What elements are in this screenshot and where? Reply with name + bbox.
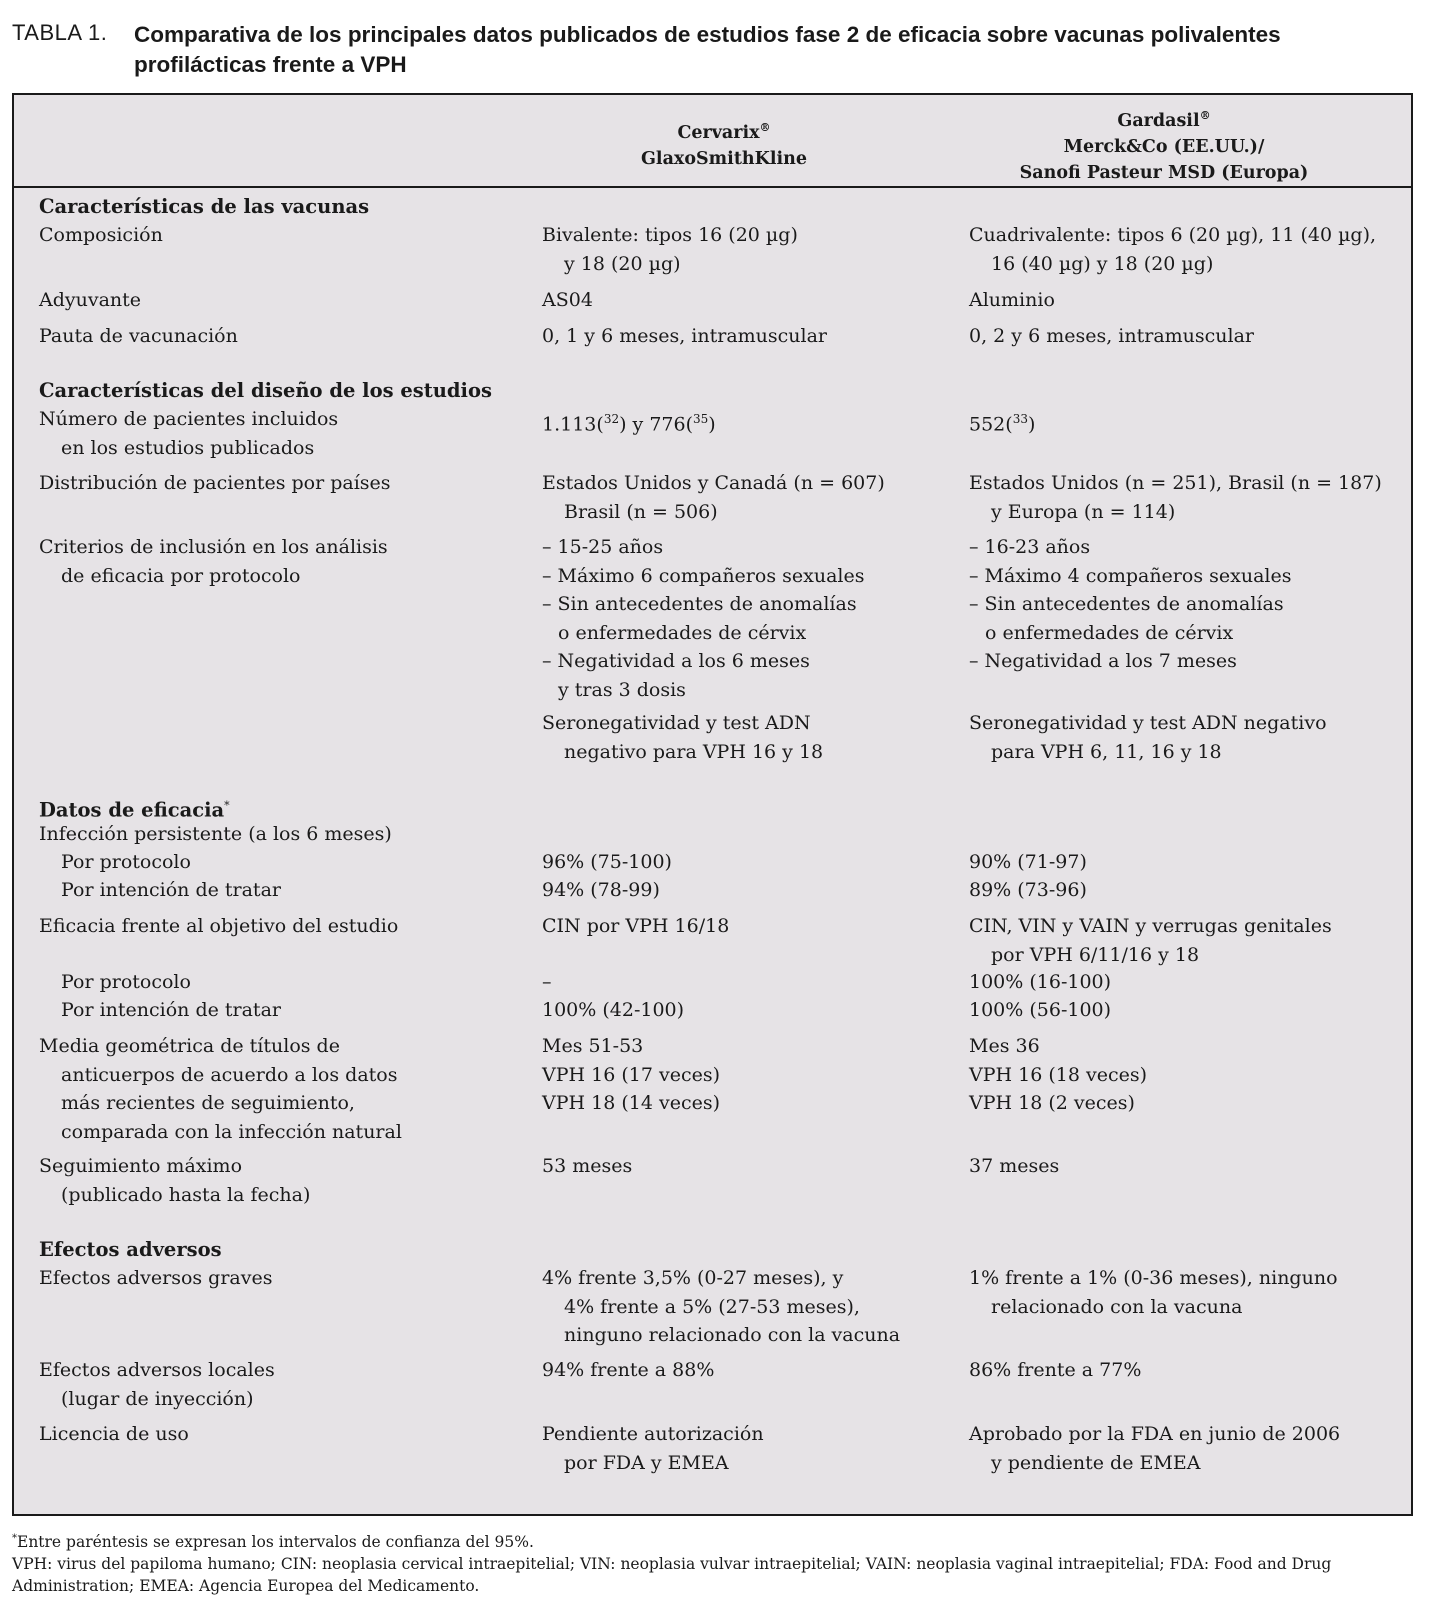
- cell-line: comparada con la infección natural: [61, 1120, 402, 1143]
- row-label-objetivo-pp: Por protocolo: [61, 971, 191, 993]
- cell-line: Seronegatividad y test ADN negativo: [969, 712, 1327, 734]
- cell-seronegatividad-gardasil: [969, 709, 1327, 766]
- cell-numero-gardasil: [969, 405, 1035, 439]
- cell-line: ninguno relacionado con la vacuna: [564, 1324, 901, 1346]
- cell-locales-gardasil: 86% frente a 77%: [969, 1359, 1142, 1381]
- footnote-ci: [12, 1528, 1407, 1553]
- cell-line: – Máximo 4 compañeros sexuales: [969, 564, 1292, 587]
- table-label: TABLA 1.: [12, 20, 108, 45]
- cell-infeccion-pp-gardasil: 90% (71-97): [969, 851, 1087, 873]
- cell-criterios-cervarix: [542, 533, 864, 704]
- row-label-adyuvante: Adyuvante: [39, 289, 142, 311]
- row-label-media: [39, 1032, 402, 1146]
- table-title-line-1: Comparativa de los principales datos publicados de estudios fase 2 de eficacia sobre vacunas polivalentes: [134, 22, 1281, 47]
- section-vaccine-characteristics: Características de las vacunas: [39, 195, 370, 218]
- cell-objetivo-itt-cervarix: 100% (42-100): [542, 999, 685, 1021]
- cell-distribucion-gardasil: [969, 469, 1382, 526]
- cell-composicion-cervarix: [542, 221, 798, 278]
- section-title: Datos de eficacia: [39, 798, 225, 822]
- cell-line: VPH 16 (18 veces): [969, 1063, 1147, 1086]
- row-label-objetivo-itt: Por intención de tratar: [61, 999, 281, 1021]
- cell-seguimiento-gardasil: 37 meses: [969, 1155, 1060, 1177]
- row-label-infeccion-pp: Por protocolo: [61, 851, 191, 873]
- cell-line: CIN, VIN y VAIN y verrugas genitales: [969, 915, 1332, 937]
- cell-line: negativo para VPH 16 y 18: [564, 740, 824, 763]
- cell-line: por VPH 6/11/16 y 18: [991, 943, 1200, 966]
- footnote-abbreviations: [12, 1553, 1407, 1597]
- cell-line: – 15-25 años: [542, 536, 664, 558]
- table-title-line-2: profilácticas frente a VPH: [134, 52, 407, 77]
- cell-line: Efectos adversos locales: [39, 1359, 275, 1381]
- cervarix-name: Cervarix: [677, 122, 760, 143]
- cell-line: Seguimiento máximo: [39, 1155, 243, 1177]
- cell-line: 4% frente 3,5% (0-27 meses), y: [542, 1267, 844, 1289]
- cell-locales-cervarix: 94% frente a 88%: [542, 1359, 715, 1381]
- cell-line: – Sin antecedentes de anomalías: [969, 593, 1284, 615]
- cell-text: ) y 776(: [619, 413, 693, 436]
- cell-line: Cuadrivalente: tipos 6 (20 µg), 11 (40 µg),: [969, 224, 1377, 246]
- cell-seguimiento-cervarix: 53 meses: [542, 1155, 633, 1177]
- header-divider: [14, 186, 1411, 188]
- cell-line: por FDA y EMEA: [564, 1451, 729, 1474]
- cervarix-company: GlaxoSmithKline: [640, 148, 807, 169]
- cell-licencia-gardasil: [969, 1420, 1340, 1477]
- cell-line: Seronegatividad y test ADN: [542, 712, 811, 734]
- cell-objetivo-cervarix: CIN por VPH 16/18: [542, 915, 730, 937]
- row-label-objetivo: Eficacia frente al objetivo del estudio: [39, 915, 399, 937]
- row-label-infeccion-itt: Por intención de tratar: [61, 879, 281, 901]
- cell-objetivo-itt-gardasil: 100% (56-100): [969, 999, 1112, 1021]
- cell-line: o enfermedades de cérvix: [558, 621, 807, 644]
- cell-line: anticuerpos de acuerdo a los datos: [61, 1063, 398, 1086]
- cell-line: y 18 (20 µg): [564, 252, 681, 275]
- cell-line: o enfermedades de cérvix: [985, 621, 1234, 644]
- cell-text: 1.113(: [542, 413, 604, 436]
- cell-line: Media geométrica de títulos de: [39, 1035, 340, 1057]
- row-label-infeccion: Infección persistente (a los 6 meses): [39, 823, 392, 845]
- section-adverse-effects: Efectos adversos: [39, 1238, 222, 1261]
- cell-adyuvante-gardasil: Aluminio: [969, 289, 1055, 311]
- cell-infeccion-itt-gardasil: 89% (73-96): [969, 879, 1087, 901]
- reference-number: 32: [603, 412, 620, 426]
- cell-line: Pendiente autorización: [542, 1423, 764, 1445]
- cell-pauta-gardasil: 0, 2 y 6 meses, intramuscular: [969, 325, 1255, 347]
- cell-seronegatividad-cervarix: [542, 709, 823, 766]
- cell-objetivo-gardasil: [969, 912, 1332, 969]
- gardasil-name: Gardasil: [1117, 110, 1200, 131]
- cell-line: VPH 18 (14 veces): [542, 1092, 720, 1114]
- cell-line: 1% frente a 1% (0-36 meses), ninguno: [969, 1267, 1338, 1289]
- cell-graves-gardasil: [969, 1264, 1338, 1321]
- cell-distribucion-cervarix: [542, 469, 885, 526]
- cell-pauta-cervarix: 0, 1 y 6 meses, intramuscular: [542, 325, 828, 347]
- reference-number: 33: [1012, 412, 1028, 426]
- column-header-cervarix: [574, 115, 874, 172]
- cell-media-cervarix: [542, 1032, 720, 1118]
- cell-line: 4% frente a 5% (27-53 meses),: [564, 1295, 860, 1318]
- footnote-mark: *: [12, 1533, 17, 1544]
- cell-line: Estados Unidos y Canadá (n = 607): [542, 472, 885, 494]
- cell-line: para VPH 6, 11, 16 y 18: [991, 740, 1222, 763]
- column-header-gardasil: [1014, 103, 1314, 186]
- cell-line: Bivalente: tipos 16 (20 µg): [542, 224, 798, 246]
- gardasil-company-1: Merck&Co (EE.UU.)/: [1063, 136, 1265, 157]
- cell-line: – Sin antecedentes de anomalías: [542, 593, 857, 615]
- cell-line: más recientes de seguimiento,: [61, 1092, 355, 1114]
- row-label-distribucion: Distribución de pacientes por países: [39, 472, 391, 494]
- cell-text: ): [708, 413, 716, 436]
- cell-line: VPH 18 (2 veces): [969, 1092, 1135, 1114]
- gardasil-trademark: ®: [1199, 109, 1211, 122]
- cell-line: Mes 51-53: [542, 1035, 644, 1057]
- row-label-numero: [39, 405, 338, 462]
- footnote-line: Administration; EMEA: Agencia Europea del Medicamento.: [12, 1577, 480, 1595]
- cell-composicion-gardasil: [969, 221, 1376, 278]
- reference-number: 35: [693, 412, 709, 426]
- gardasil-company-2: Sanofi Pasteur MSD (Europa): [1019, 162, 1309, 183]
- cell-line: – Negatividad a los 7 meses: [969, 650, 1237, 672]
- cell-objetivo-pp-cervarix: –: [542, 971, 552, 993]
- cell-line: Estados Unidos (n = 251), Brasil (n = 187): [969, 472, 1382, 494]
- row-label-pauta: Pauta de vacunación: [39, 325, 238, 347]
- row-label-composicion: Composición: [39, 224, 163, 246]
- cell-line: Criterios de inclusión en los análisis: [39, 536, 388, 558]
- section-study-design: Características del diseño de los estudios: [39, 379, 492, 402]
- cell-line: (publicado hasta la fecha): [61, 1183, 311, 1206]
- cell-line: relacionado con la vacuna: [991, 1295, 1243, 1318]
- row-label-locales: [39, 1356, 275, 1413]
- footnote-mark: *: [224, 799, 230, 812]
- footnote-text: Entre paréntesis se expresan los intervalos de confianza del 95%.: [17, 1533, 534, 1552]
- cell-line: 16 (40 µg) y 18 (20 µg): [991, 252, 1214, 275]
- cell-line: Aprobado por la FDA en junio de 2006: [969, 1423, 1341, 1445]
- cell-line: y Europa (n = 114): [991, 500, 1176, 523]
- cell-numero-cervarix: [542, 405, 716, 439]
- row-label-seguimiento: [39, 1152, 310, 1209]
- cell-text: ): [1027, 413, 1036, 436]
- cell-media-gardasil: [969, 1032, 1147, 1118]
- cell-line: de eficacia por protocolo: [61, 564, 301, 587]
- cell-line: (lugar de inyección): [61, 1387, 254, 1410]
- cell-line: Mes 36: [969, 1035, 1040, 1057]
- cell-objetivo-pp-gardasil: 100% (16-100): [969, 971, 1112, 993]
- footnote-line: VPH: virus del papiloma humano; CIN: neoplasia cervical intraepitelial; VIN: neoplasia vulvar intraepitelial; VAIN: neoplasia vaginal intraepitelial; FDA: Food and Drug: [12, 1555, 1332, 1573]
- cell-licencia-cervarix: [542, 1420, 764, 1477]
- cell-text: 552(: [969, 413, 1013, 436]
- table-title: [134, 20, 1414, 80]
- cell-line: Número de pacientes incluidos: [39, 408, 339, 430]
- cell-adyuvante-cervarix: AS04: [542, 289, 593, 311]
- cell-line: Brasil (n = 506): [564, 500, 718, 523]
- cell-criterios-gardasil: [969, 533, 1291, 676]
- cell-line: – 16-23 años: [969, 536, 1091, 558]
- cell-line: y pendiente de EMEA: [991, 1451, 1201, 1474]
- cell-line: y tras 3 dosis: [558, 678, 686, 701]
- row-label-licencia: Licencia de uso: [39, 1423, 189, 1445]
- cell-line: en los estudios publicados: [61, 436, 315, 459]
- cell-line: – Máximo 6 compañeros sexuales: [542, 564, 865, 587]
- cervarix-trademark: ®: [759, 121, 771, 134]
- cell-infeccion-pp-cervarix: 96% (75-100): [542, 851, 672, 873]
- cell-line: – Negatividad a los 6 meses: [542, 650, 810, 672]
- row-label-graves: Efectos adversos graves: [39, 1267, 273, 1289]
- cell-infeccion-itt-cervarix: 94% (78-99): [542, 879, 660, 901]
- cell-line: VPH 16 (17 veces): [542, 1063, 720, 1086]
- comparison-table: [12, 93, 1413, 1516]
- row-label-criterios: [39, 533, 388, 590]
- cell-graves-cervarix: [542, 1264, 900, 1350]
